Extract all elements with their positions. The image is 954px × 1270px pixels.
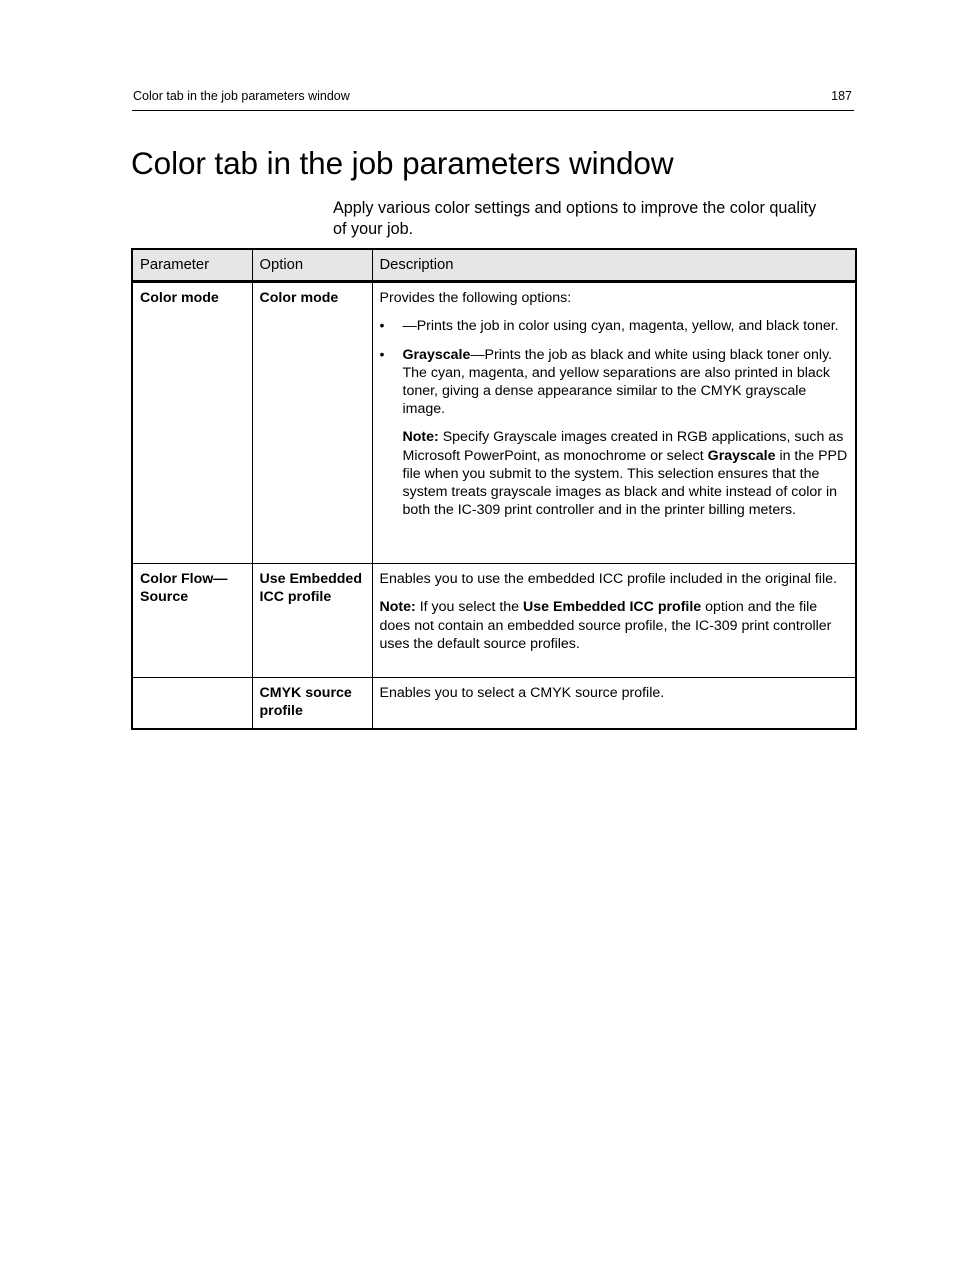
table-row — [132, 282, 856, 564]
bullet-text: —Prints the job as black and white using black toner only. The cyan, magenta, and yellow separations are also printed in black toner, giving a dense appearance similar to the CMYK grayscale image. — [402, 346, 833, 418]
column-header-parameter: Parameter — [132, 249, 252, 282]
intro-paragraph: Apply various color settings and options to improve the color quality of your job. — [333, 199, 817, 238]
description-intro: Provides the following options: — [379, 290, 572, 307]
parameter-cell: Color Flow—Source — [132, 564, 252, 678]
page-number: 187 — [831, 89, 852, 103]
note-term: Use Embedded ICC profile — [523, 599, 702, 616]
bullet-text: —Prints the job in color using cyan, magenta, yellow, and black toner. — [402, 318, 839, 335]
bullet-glyph: • — [379, 346, 385, 363]
description-cell — [372, 678, 856, 729]
note-text: in the PPD file when you submit to the system. This selection ensures that the system treats grayscale images as black and white instead of color in both the IC-309 print controller and in the printer billing meters. — [402, 447, 848, 519]
table-row — [132, 564, 856, 678]
description-cell — [372, 564, 856, 678]
bullet-glyph: • — [379, 318, 385, 335]
column-header-option: Option — [252, 249, 372, 282]
list-item — [380, 346, 849, 419]
note-label: Note: — [379, 599, 416, 616]
description-text: Enables you to select a CMYK source profile. — [379, 685, 665, 702]
note-text: Specify Grayscale images created in RGB applications, such as Microsoft PowerPoint, as monochrome or select — [402, 429, 844, 464]
column-header-description: Description — [372, 249, 856, 282]
running-header — [132, 88, 854, 111]
option-cell: Use Embedded ICC profile — [252, 564, 372, 678]
parameter-cell — [132, 678, 252, 729]
note-term: Grayscale — [707, 447, 776, 464]
note-text: If you select the — [415, 599, 524, 616]
note-label: Note: — [402, 429, 439, 446]
list-item — [380, 317, 849, 335]
option-cell: CMYK source profile — [252, 678, 372, 729]
parameter-cell: Color mode — [132, 282, 252, 564]
table-header-row — [132, 249, 856, 282]
bullet-term: Grayscale — [402, 346, 471, 363]
option-cell: Color mode — [252, 282, 372, 564]
description-text: Enables you to use the embedded ICC profile included in the original file. — [379, 571, 837, 588]
parameters-table — [131, 248, 857, 730]
note-text: option and the file does not contain an embedded source profile, the IC-309 print controller uses the default source profiles. — [379, 599, 832, 652]
table-row — [132, 678, 856, 729]
page-title: Color tab in the job parameters window — [131, 145, 674, 181]
note — [380, 428, 849, 519]
description-cell — [372, 282, 856, 564]
note — [380, 598, 849, 653]
running-header-title: Color tab in the job parameters window — [133, 89, 350, 103]
